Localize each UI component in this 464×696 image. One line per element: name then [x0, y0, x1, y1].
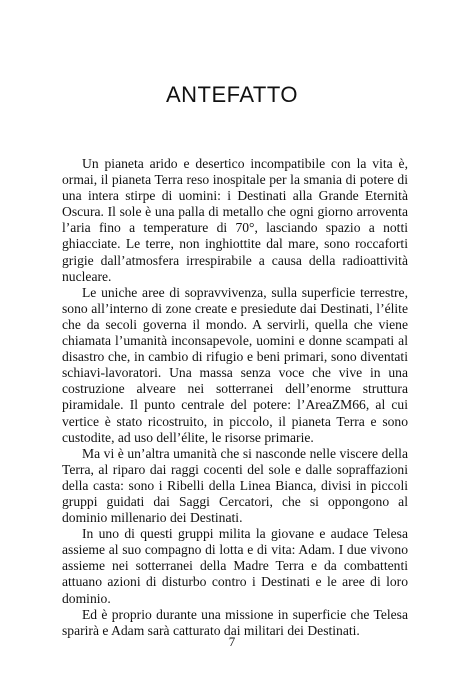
paragraph-3: Ma vi è un’altra umanità che si nasconde nelle viscere della Terra, al riparo dai raggi cocenti del sole e dalle sopraffazioni della casta: sono i Ribelli della Linea Bianca, divisi in piccoli gruppi guidati dai Saggi Cercatori, che si oppongono al dominio millenario dei Destinati. — [62, 445, 408, 526]
paragraph-1: Un pianeta arido e desertico incompatibile con la vita è, ormai, il pianeta Terra reso inospitale per la smania di potere di una intera stirpe di uomini: i Destinati alla Grande Eternità Oscura. Il sole è una palla di metallo che ogni giorno arroventa l’aria fino a temperature di 70°, lasciando spazio a notti ghiacciate. Le terre, non inghiottite dal mare, sono roccaforti grigie dall’atmosfera irrespirabile a causa della radioattività nucleare. — [62, 156, 408, 284]
paragraph-5: Ed è proprio durante una missione in superficie che Telesa sparirà e Adam sarà catturato dai militari dei Destinati. — [62, 606, 408, 638]
chapter-title: ANTEFATTO — [165, 82, 299, 107]
page-number: 7 — [228, 634, 236, 649]
paragraph-4: In uno di questi gruppi milita la giovane e audace Telesa assieme al suo compagno di lotta e di vita: Adam. I due vivono assieme nei sotterranei della Madre Terra e da combattenti attuano azioni di disturbo contro i Destinati e le aree di loro dominio. — [62, 526, 408, 606]
body-text — [62, 156, 408, 639]
paragraph-2: Le uniche aree di sopravvivenza, sulla superficie terrestre, sono all’interno di zone create e presiedute dai Destinati, l’élite che da secoli governa il mondo. A servirli, quella che viene chiamata l’umanità inconsapevole, uomini e donne scampati al disastro che, in cambio di rifugio e beni primari, sono diventati schiavi-lavoratori. Una massa senza voce che vive in una costruzione alveare nei sotterranei dell’enorme struttura piramidale. Il punto centrale del potere: l’AreaZM66, al cui vertice è stato ricostruito, in piccolo, il pianeta Terra e sono custodite, ad uso dell’élite, le risorse primarie. — [62, 284, 408, 445]
